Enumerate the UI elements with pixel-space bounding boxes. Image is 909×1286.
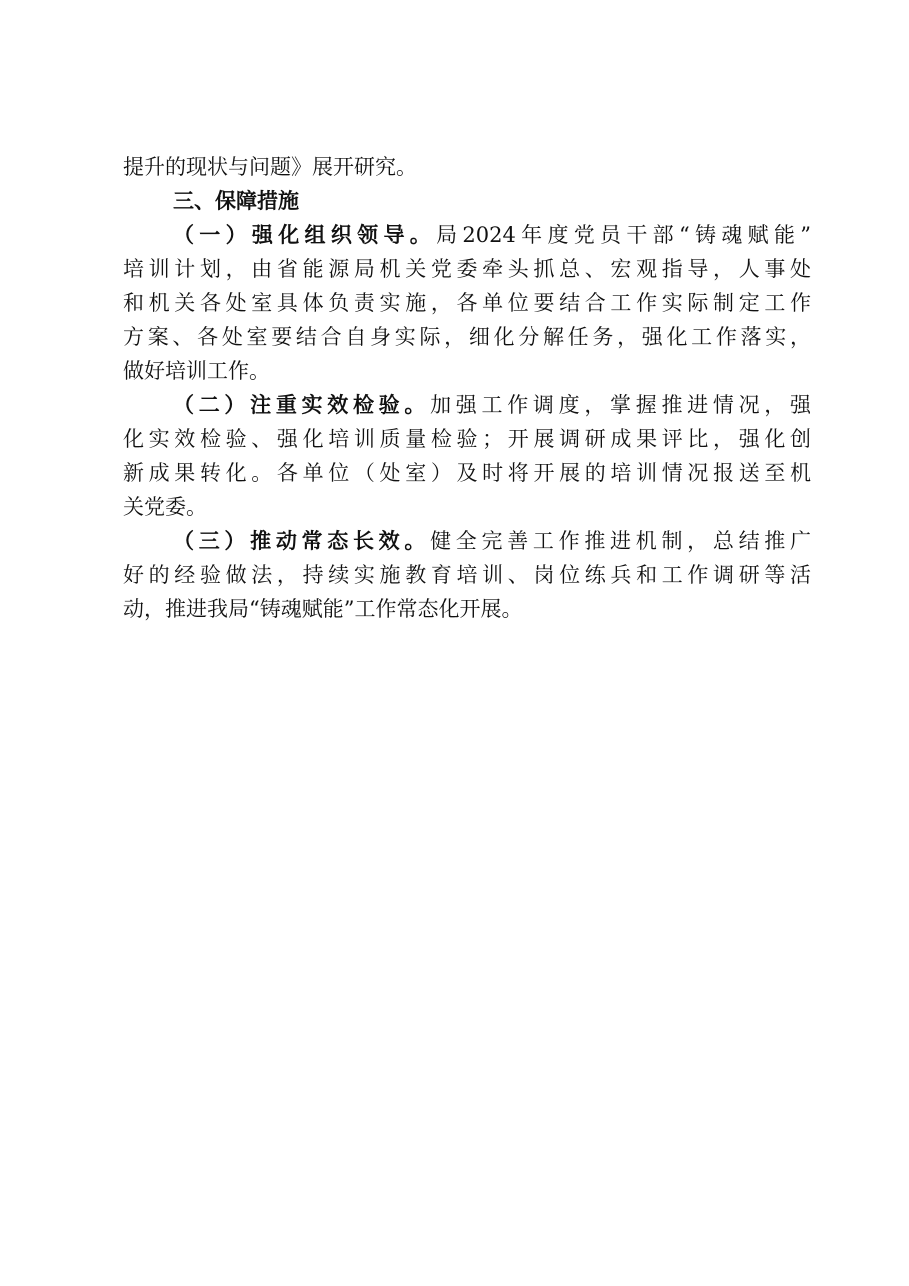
paragraph-text: 健全完善工作推进机制，总结推广	[430, 529, 812, 553]
paragraph-line: 动，推进我局“铸魂赋能”工作常态化开展。	[123, 597, 523, 621]
document-body	[123, 150, 811, 626]
paragraph-line: 和机关各处室具体负责实施，各单位要结合工作实际制定工作	[123, 291, 811, 315]
paragraph-line: 培训计划，由省能源局机关党委牵头抓总、宏观指导，人事处	[123, 257, 811, 281]
paragraph-lead: （三）推动常态长效。	[173, 529, 431, 553]
paragraph-effectiveness-check	[123, 388, 811, 524]
paragraph-first-line	[123, 388, 811, 422]
paragraph-text: 局2024年度党员干部“铸魂赋能”	[436, 223, 811, 247]
paragraph-text: 加强工作调度，掌握推进情况，强	[430, 393, 812, 417]
paragraph-line: 做好培训工作。	[123, 359, 270, 383]
carry-over-line: 提升的现状与问题》展开研究。	[123, 155, 417, 179]
paragraph-line: 好的经验做法，持续实施教育培训、岗位练兵和工作调研等活	[123, 563, 811, 587]
paragraph-line: 方案、各处室要结合自身实际，细化分解任务，强化工作落实，	[123, 325, 811, 349]
paragraph-normalization	[123, 524, 811, 626]
paragraph-line: 关党委。	[123, 495, 207, 519]
section-heading: 三、保障措施	[173, 189, 299, 213]
paragraph-first-line	[123, 524, 811, 558]
paragraph-lead: （二）注重实效检验。	[173, 393, 431, 417]
paragraph-first-line	[123, 218, 811, 252]
paragraph-lead: （一）强化组织领导。	[173, 223, 437, 247]
paragraph-line: 新成果转化。各单位（处室）及时将开展的培训情况报送至机	[123, 461, 811, 485]
paragraph-line: 化实效检验、强化培训质量检验；开展调研成果评比，强化创	[123, 427, 811, 451]
paragraph-organization-leadership	[123, 218, 811, 388]
